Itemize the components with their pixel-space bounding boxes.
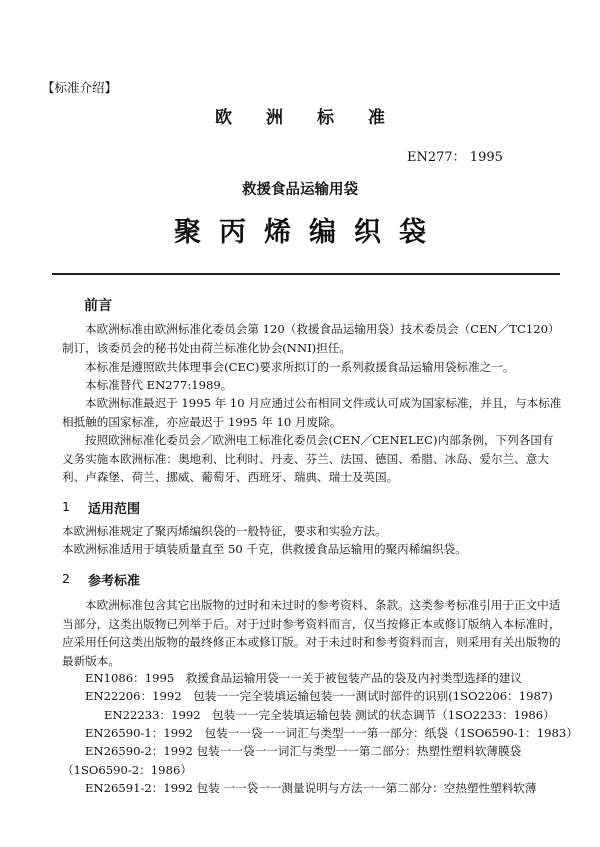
document-title: 聚丙烯编织袋: [174, 217, 444, 248]
standard-code: EN277： 1995: [407, 150, 503, 165]
document-subtitle: 救援食品运输用袋: [242, 182, 358, 198]
section-1-heading: 适用范围: [88, 502, 141, 517]
title-divider: [52, 273, 560, 275]
foreword-paragraph-2: 本标准是遵照欧共体理事会(CEC)要求所拟订的一系列救援食品运输用袋标准之一。: [85, 360, 515, 374]
section-2-number: 2: [62, 571, 70, 586]
foreword-paragraph-3: 本标准替代 EN277:1989。: [85, 378, 233, 392]
section-2-heading: 参考标准: [88, 574, 141, 589]
foreword-paragraph-5: 按照欧洲标准化委员会／欧洲电工标准化委员会(CEN／CENELEC)内部条例，下列各国有义务实施本欧洲标准：奥地利、比利时、丹麦、芬兰、法国、德国、希腊、冰岛、爱尔兰、意大利、卢森堡、荷兰、挪威、葡萄牙、西班牙、瑞典、瑞士及英国。: [62, 433, 554, 484]
standard-title: 欧洲标准: [215, 108, 419, 128]
foreword-heading: 前言: [84, 298, 112, 314]
section-1-number: 1: [62, 499, 70, 514]
reference-6: EN26591-2：1992 包装 一一袋一一测量说明与方法一一第二部分：空热塑性塑料软薄: [85, 781, 537, 795]
section-2-paragraph: 本欧洲标准包含其它出版物的过时和未过时的参考资料、条款。这类参考标准引用于正文中适当部分，这类出版物已列举于后。对于过时参考资料而言，仅当按修正本或修订版纳入本标准时，应采用任何这类出版物的最终修正本或修订版。对于未过时和参考资料而言，则采用有关出版物的最新版本。: [62, 598, 561, 668]
section-1-line-1: 本欧洲标准规定了聚丙烯编织袋的一般特征，要求和实验方法。: [62, 524, 387, 538]
reference-1: EN1086：1995 救援食品运输用袋一一关于被包装产品的袋及内衬类型选择的建议: [85, 671, 523, 685]
foreword-paragraph-4: 本欧洲标准最迟于 1995 年 10 月应通过公布相同文件或认可成为国家标准，并且，与本标准相抵触的国家标准，亦应最迟于 1995 年 10 月废除。: [62, 396, 562, 429]
reference-4: EN26590-1：1992 包装一一袋一一词汇与类型一一第一部分：纸袋（1SO6590-1：1983）: [85, 726, 578, 740]
reference-2: EN22206：1992 包装一一完全装填运输包装一一测试时部件的识别(1SO2206：1987): [85, 689, 553, 703]
foreword-paragraph-1: 本欧洲标准由欧洲标准化委员会第 120（救援食品运输用袋）技术委员会（CEN／TC120）制订，该委员会的秘书处由荷兰标准化协会(NNI)担任。: [62, 322, 560, 355]
section-1-line-2: 本欧洲标准适用于填装质量直至 50 千克，供救援食品运输用的聚丙稀编织袋。: [62, 542, 467, 556]
reference-3: EN22233：1992 包装一一完全装填运输包装 测试的状态调节（1SO2233：1986）: [104, 708, 555, 722]
reference-5: EN26590-2：1992 包装一一袋一一词汇与类型一一第二部分：热塑性塑料软薄膜袋（1SO6590-2：1986）: [62, 744, 522, 777]
column-tag: 【标准介绍】: [42, 80, 118, 95]
